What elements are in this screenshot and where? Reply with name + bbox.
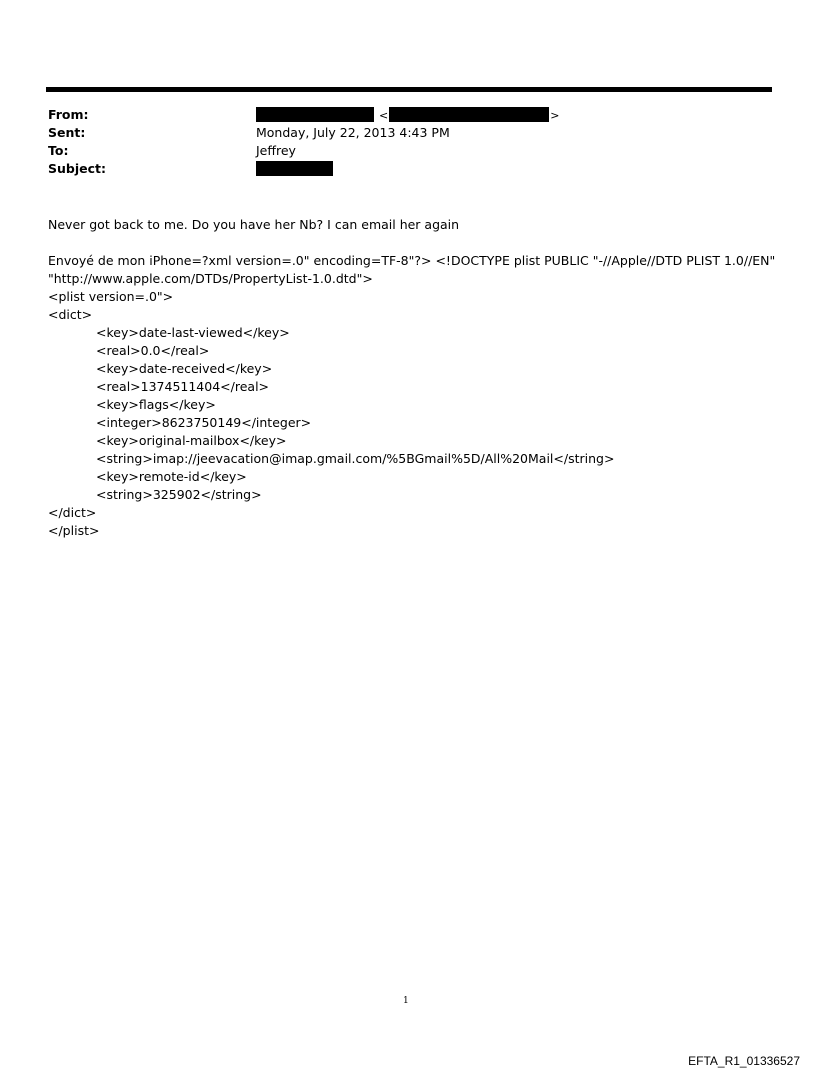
- dict-line: <key>remote-id</key>: [96, 469, 247, 484]
- dict-line: <real>1374511404</real>: [96, 379, 270, 394]
- from-close-bracket: >: [550, 109, 560, 122]
- header-rule: [46, 87, 772, 92]
- plist-open: <plist version=.0">: [48, 289, 174, 304]
- dict-line: <key>date-last-viewed</key>: [96, 325, 290, 340]
- to-label: To:: [48, 143, 69, 158]
- redacted-sender-name: [256, 107, 374, 122]
- dict-line: <string>imap://jeevacation@imap.gmail.com/%5BGmail%5D/All%20Mail</string>: [96, 451, 615, 466]
- dtd-line: "http://www.apple.com/DTDs/PropertyList-1.0.dtd">: [48, 271, 373, 286]
- redacted-sender-email: [389, 107, 549, 122]
- signature-line: Envoyé de mon iPhone=?xml version=.0" encoding=TF-8"?> <!DOCTYPE plist PUBLIC "-//Apple//DTD PLIST 1.0//EN": [48, 253, 776, 268]
- to-row: [48, 142, 768, 160]
- body-message: Never got back to me. Do you have her Nb? I can email her again: [48, 217, 460, 232]
- dict-line: <key>original-mailbox</key>: [96, 433, 287, 448]
- email-body: [48, 216, 778, 540]
- to-value: Jeffrey: [256, 143, 296, 158]
- from-open-bracket: <: [378, 109, 389, 122]
- dict-line: <key>flags</key>: [96, 397, 216, 412]
- page-number: 1: [403, 996, 409, 1006]
- plist-close: </plist>: [48, 523, 100, 538]
- sent-value: Monday, July 22, 2013 4:43 PM: [256, 125, 450, 140]
- from-value: [256, 106, 560, 125]
- dict-line: <integer>8623750149</integer>: [96, 415, 312, 430]
- from-row: [48, 106, 768, 124]
- paragraph-gap: [48, 234, 778, 252]
- redacted-subject: [256, 161, 333, 176]
- subject-value: [256, 160, 333, 178]
- from-label: From:: [48, 107, 89, 122]
- email-header: [48, 106, 768, 178]
- dict-line: <real>0.0</real>: [96, 343, 210, 358]
- sent-label: Sent:: [48, 125, 86, 140]
- dict-line: <string>325902</string>: [96, 487, 262, 502]
- document-id: EFTA_R1_01336527: [688, 1054, 800, 1068]
- subject-row: [48, 160, 768, 178]
- dict-close: </dict>: [48, 505, 97, 520]
- dict-open: <dict>: [48, 307, 93, 322]
- sent-row: [48, 124, 768, 142]
- subject-label: Subject:: [48, 161, 106, 176]
- dict-line: <key>date-received</key>: [96, 361, 273, 376]
